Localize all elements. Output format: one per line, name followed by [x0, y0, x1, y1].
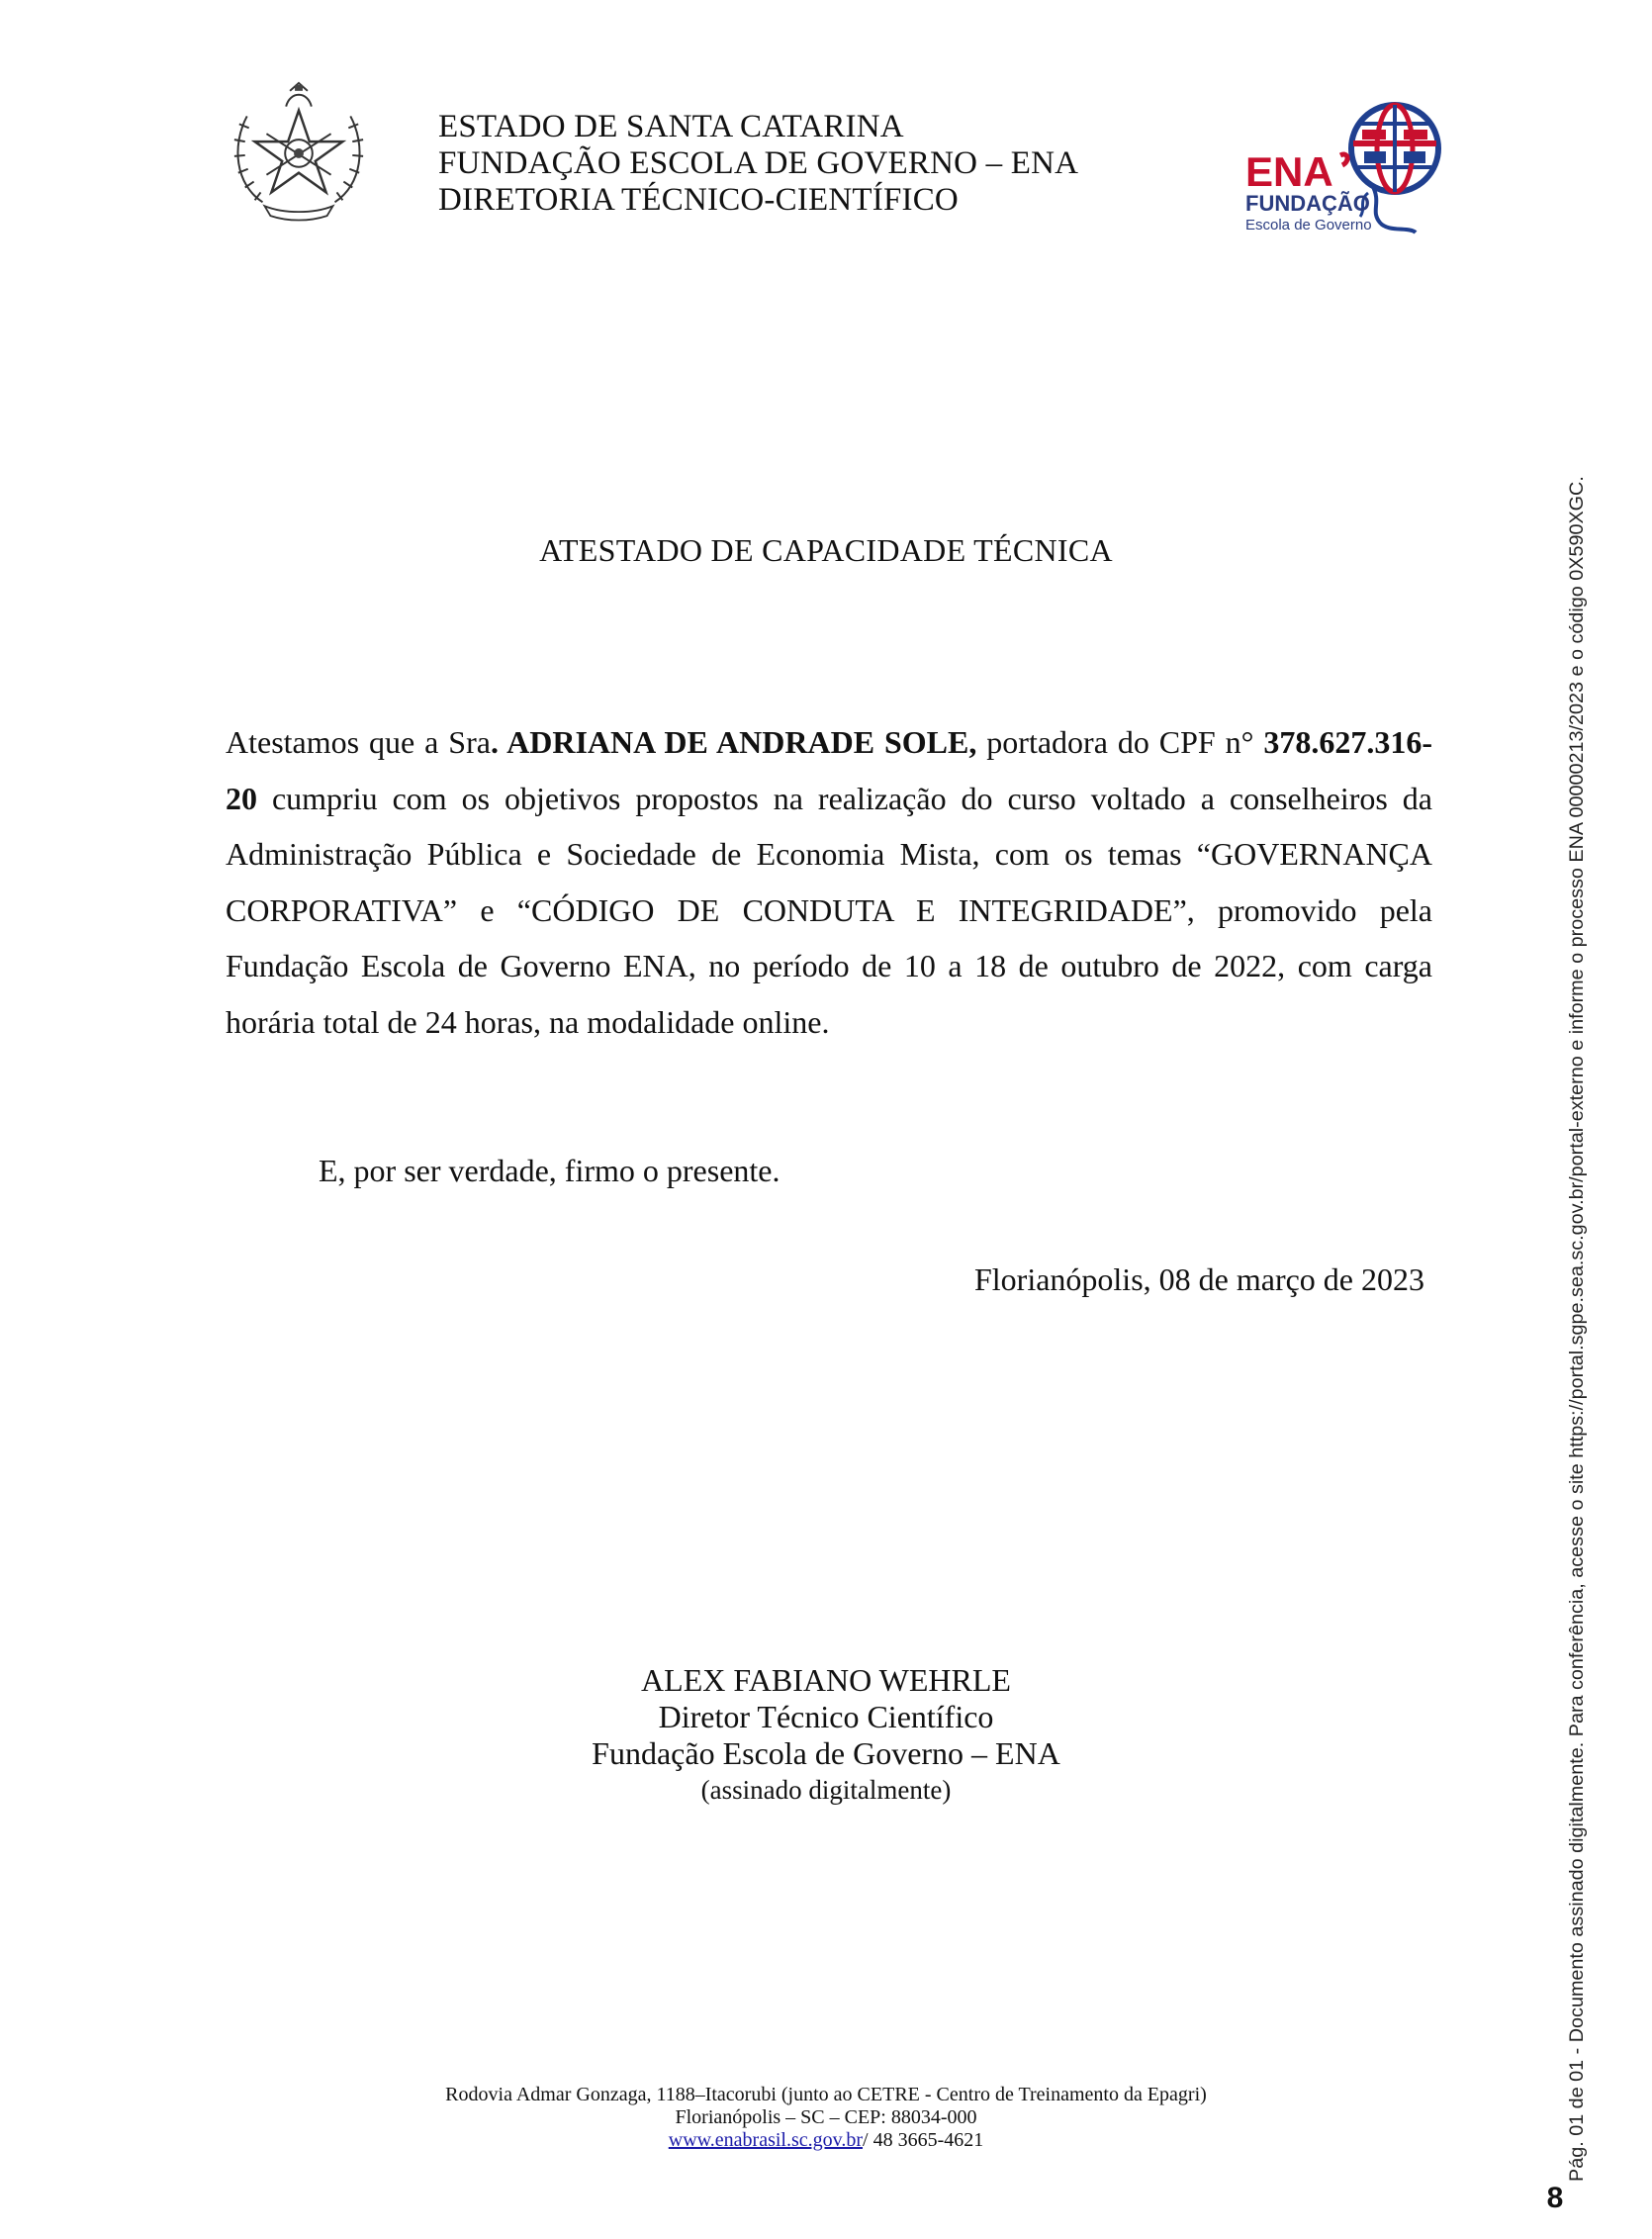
footer-street: Rodovia Admar Gonzaga, 1188–Itacorubi (junto ao CETRE - Centro de Treinamento da Epagri): [445, 2084, 1207, 2105]
ena-logo: [1241, 94, 1459, 242]
paragraph-intro: Atestamos que a Sra: [226, 724, 491, 760]
signatory-organization: Fundação Escola de Governo – ENA: [592, 1735, 1060, 1771]
footer-contact: [0, 2129, 1652, 2152]
cpf-number: 378.627.316-20: [226, 724, 1433, 816]
signatory-name: ALEX FABIANO WEHRLE: [641, 1662, 1011, 1698]
institution-header: [438, 109, 1078, 219]
digital-signature-verification-note: Pág. 01 de 01 - Documento assinado digitalmente. Para conferência, acesse o site https://portal.sgpe.sea.sc.gov.br/portal-externo e informe o processo ENA 00000213/2023 e o código 0X590XGC.: [1566, 476, 1588, 2182]
paragraph-dot: .: [490, 724, 507, 760]
place-and-date: Florianópolis, 08 de março de 2023: [973, 1261, 1424, 1297]
attested-person-name: ADRIANA DE ANDRADE SOLE,: [506, 724, 977, 760]
header-line-state: ESTADO DE SANTA CATARINA: [438, 109, 904, 144]
footer-address: [0, 2084, 1652, 2152]
signatory-role: Diretor Técnico Científico: [658, 1699, 994, 1734]
globe-icon: [1351, 105, 1438, 192]
header-line-foundation: FUNDAÇÃO ESCOLA DE GOVERNO – ENA: [438, 145, 1079, 181]
page-number: 8: [1546, 2182, 1564, 2214]
footer-phone: / 48 3665-4621: [863, 2129, 984, 2151]
logo-line-fundacao: FUNDAÇÃO: [1245, 191, 1370, 216]
logo-line-escola: Escola de Governo: [1245, 217, 1372, 233]
attestation-paragraph: [226, 714, 1432, 1050]
logo-wordmark: ENA: [1245, 148, 1333, 195]
footer-city: Florianópolis – SC – CEP: 88034-000: [675, 2106, 977, 2128]
paragraph-rest: cumpriu com os objetivos propostos na realização do curso voltado a conselheiros da Administração Pública e Sociedade de Economia Mista, com os temas “GOVERNANÇA CORPORATIVA” e “CÓDIGO DE CONDUTA E INTEGRIDADE”, promovido pela Fundação Escola de Governo ENA, no período de 10 a 18 de outubro de 2022, com carga horária total de 24 horas, na modalidade online.: [226, 780, 1432, 1040]
website-link[interactable]: www.enabrasil.sc.gov.br: [668, 2129, 864, 2151]
digital-signature-note: (assinado digitalmente): [700, 1775, 952, 1805]
paragraph-cpf-label: portadora do CPF n°: [976, 724, 1264, 760]
document-title: ATESTADO DE CAPACIDADE TÉCNICA: [539, 532, 1113, 568]
signature-block: [0, 1662, 1652, 1809]
coat-of-arms-icon: [226, 77, 372, 224]
closing-line: E, por ser verdade, firmo o presente.: [319, 1153, 780, 1188]
header-line-directorate: DIRETORIA TÉCNICO-CIENTÍFICO: [438, 182, 959, 218]
